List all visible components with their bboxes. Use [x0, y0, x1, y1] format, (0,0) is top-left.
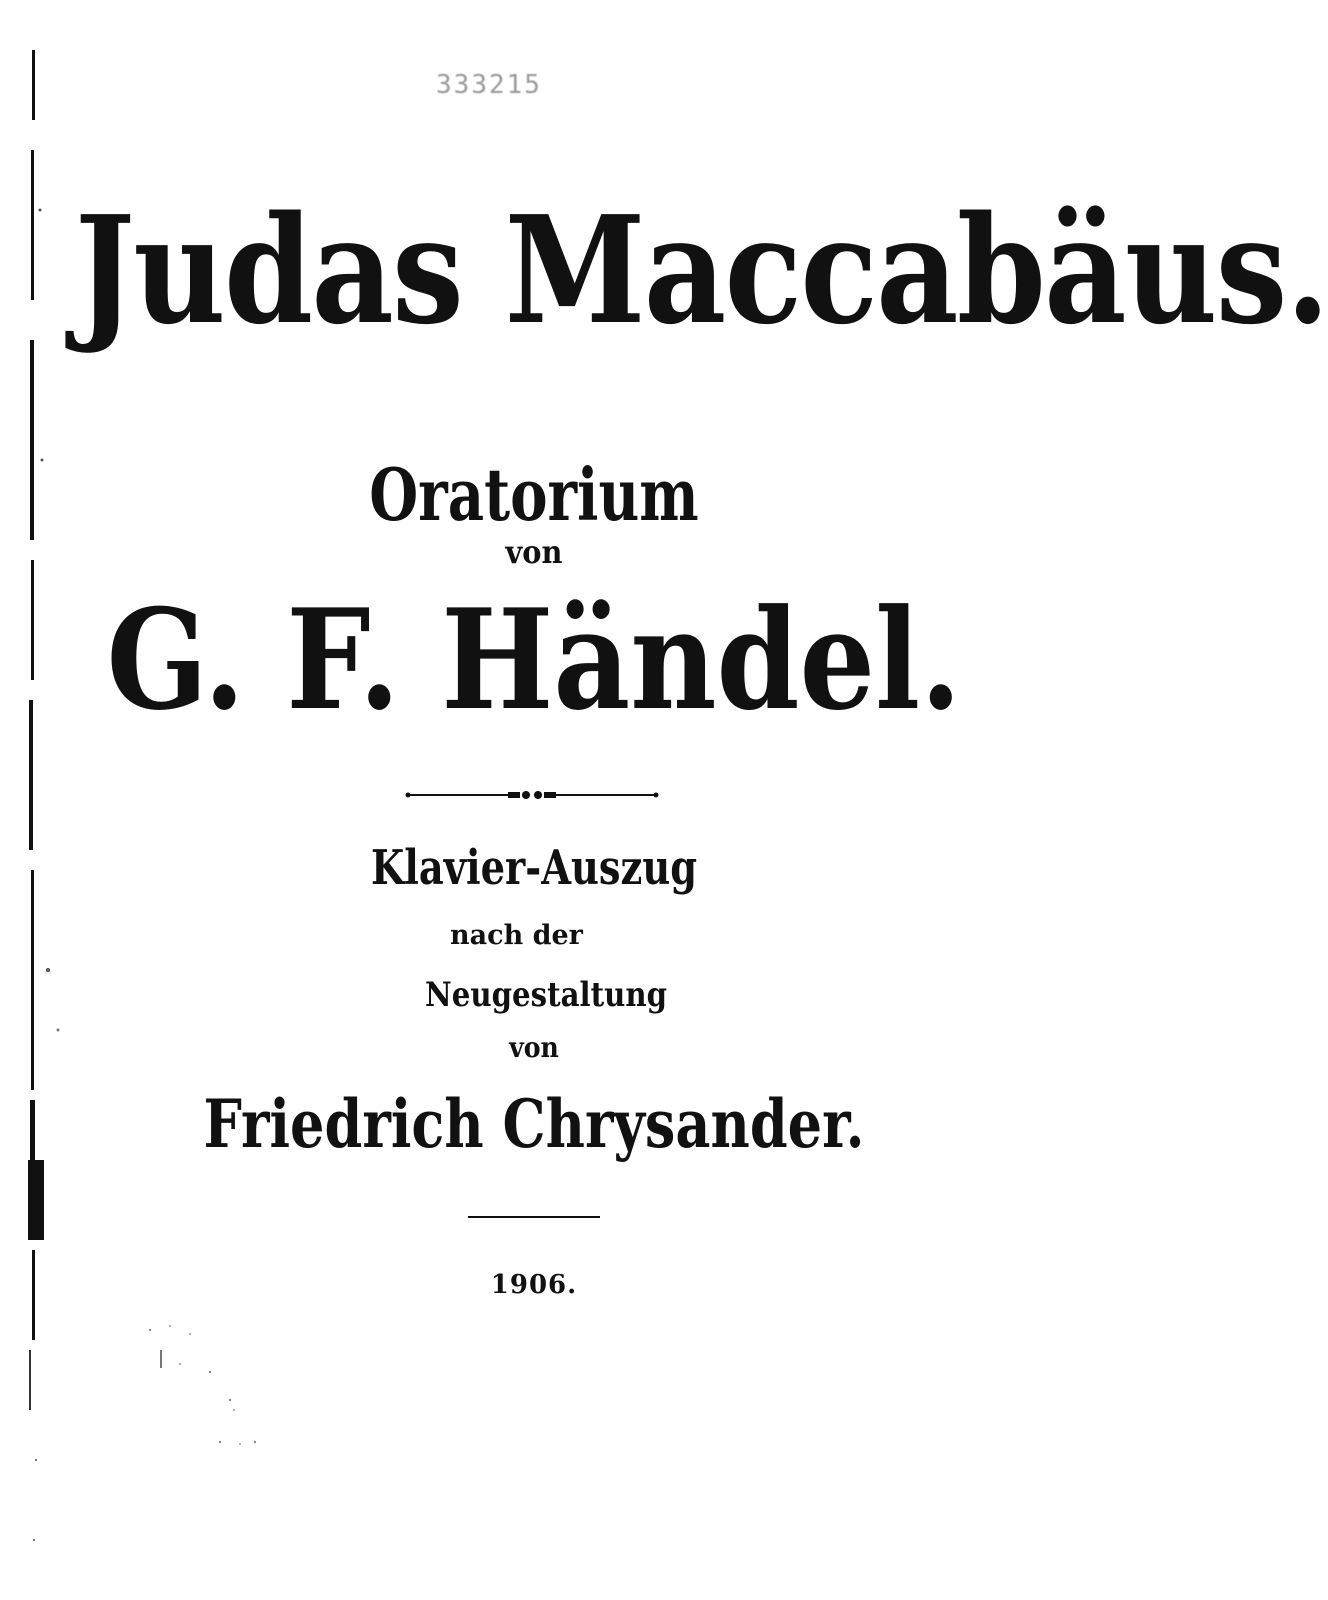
by-line-composer: von: [505, 533, 563, 571]
scan-edge-artifacts: [28, 40, 68, 1580]
short-rule-divider: [468, 1216, 600, 1218]
editor-name: Friedrich Chrysander.: [203, 1085, 865, 1163]
piano-reduction-label: Klavier-Auszug: [370, 840, 698, 896]
publication-year: 1906.: [490, 1270, 578, 1300]
genre-subtitle: Oratorium: [369, 452, 699, 537]
scan-specks: [130, 1320, 290, 1460]
after-the-label: nach der: [450, 920, 583, 951]
composer-name: G. F. Händel.: [106, 578, 962, 741]
by-line-editor: von: [509, 1031, 559, 1064]
ornamental-divider: [408, 785, 656, 805]
revision-label: Neugestaltung: [425, 975, 668, 1015]
work-title: Judas Maccabäus.: [74, 183, 1328, 357]
library-shelfmark: 333215: [436, 70, 542, 100]
